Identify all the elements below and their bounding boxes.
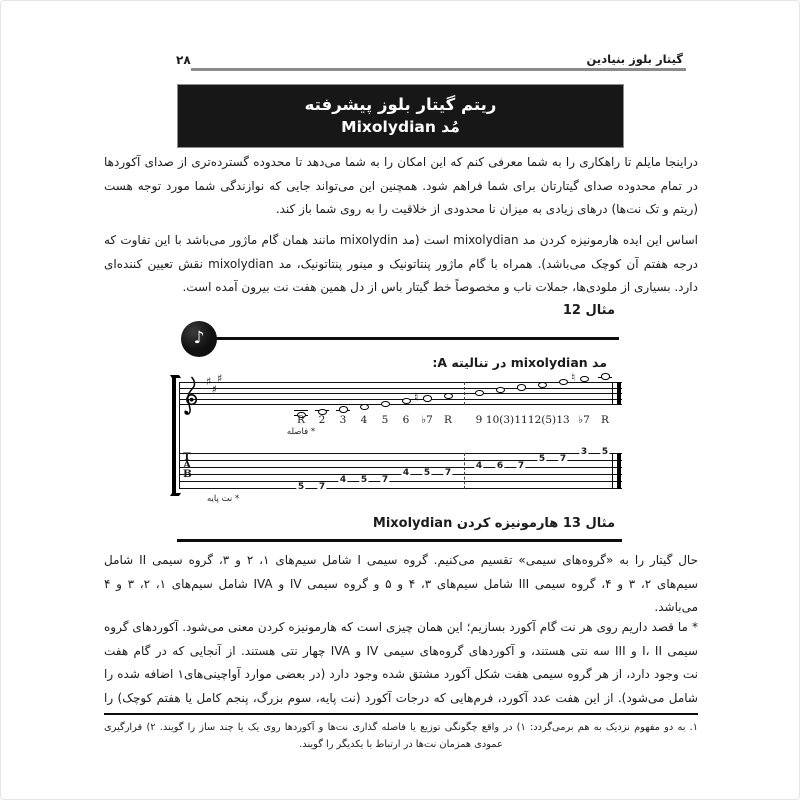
tab-fret-number: 3 <box>580 447 588 457</box>
interval-label: 5 <box>381 414 389 426</box>
example-12-heading: مثال 12 <box>562 303 615 318</box>
whole-note <box>538 382 547 388</box>
text-line: سیمی I، II و III سه نتی هستند، و آکوردهای گروه‌های سیمی IV و IVA چهار نتی هستند. از آنجایی که در گام هفت <box>104 643 698 658</box>
intro-paragraph-2 <box>104 229 698 300</box>
interval-label: 6 <box>402 414 410 426</box>
whole-note <box>475 390 484 396</box>
text-line: دارد. بسیاری از ملودی‌ها، جملات ناب و مخصوصاً خط گیتار باس از دل همین هفت نت بیرون آمده است. <box>182 280 698 294</box>
system-bracket <box>172 378 176 493</box>
tab-fret-number: 4 <box>475 461 483 471</box>
whole-note <box>444 393 453 399</box>
staff-line <box>179 404 622 405</box>
final-thick-barline <box>617 453 621 489</box>
staff-line <box>179 388 622 389</box>
whole-note <box>496 387 505 393</box>
music-note-icon: ♪ <box>193 327 205 348</box>
example-12-rule <box>214 337 619 340</box>
tab-fret-number: 7 <box>381 475 389 485</box>
whole-note <box>339 406 348 412</box>
text-line: حال گیتار را به «گروه‌های سیمی» تقسیم می‌کنیم. گروه سیمی I شامل سیم‌های ۱، ۲ و ۳، گروه سیمی II شامل <box>104 553 698 567</box>
footnote-rule <box>104 713 698 715</box>
text-line: ۱. به دو مفهوم نزدیک به هم برمی‌گردد: ۱) در واقع چگونگی توزیع یا فاصله گذاری نت‌ها و آکوردها روی یک یا چند ساز را گویند. ۲) قرارگیری <box>104 722 698 733</box>
tab-fret-number: 4 <box>339 475 347 485</box>
audio-disc-icon <box>181 321 217 357</box>
whole-note <box>517 384 526 390</box>
music-system <box>179 370 622 515</box>
chapter-title-line2: مُد Mixolydian <box>341 118 460 137</box>
interval-footnote: * فاصله <box>286 427 316 437</box>
example-12-caption: مد mixolydian در تنالیته A: <box>432 355 607 370</box>
text-line: عمودی همزمان نت‌ها در ارتباط با یکدیگر را گویند. <box>299 738 503 750</box>
staff-line <box>179 382 622 383</box>
interval-label: 13 <box>556 414 570 426</box>
text-line: شامل می‌شود). از این هفت عدد آکورد، فرم‌هایی که درجات آکورد (نت پایه، سوم بزرگ، پنجم کامل یا هفتم کوچک) را <box>104 690 698 705</box>
interval-label: 3 <box>339 414 347 426</box>
tab-fret-number: 7 <box>517 461 525 471</box>
chapter-title-line1: ریتم گیتار بلوز پیشرفته <box>304 95 497 115</box>
tab-clef-letter: A <box>183 459 192 472</box>
sharp-sign: ♯ <box>206 375 212 388</box>
final-thin-barline <box>612 453 613 489</box>
interval-label: ♭7 <box>421 414 433 426</box>
text-line: (ریتم و تک نت‌ها) درهای زیادی به میزان نا محدودی از خلاقیت را به روی شما باز کند. <box>275 202 698 216</box>
tab-fret-number: 5 <box>423 468 431 478</box>
dashed-barline <box>464 382 465 405</box>
text-line: درجه هفتم آن کوچک می‌باشد). همراه با گام ماژور پنتاتونیک و مینور پنتاتونیک، مد mixolydian نقش تعیین کننده‌ای <box>104 256 698 271</box>
tab-fret-number: 5 <box>601 447 609 457</box>
staff-line <box>179 393 622 394</box>
interval-label: 2 <box>318 414 326 426</box>
footnote-text <box>104 720 698 753</box>
header-rule <box>191 68 686 71</box>
whole-note <box>423 395 432 401</box>
ledger-line <box>294 410 308 411</box>
interval-label: 12(5) <box>527 414 557 426</box>
final-thin-barline <box>612 382 613 405</box>
tab-line <box>179 488 622 489</box>
natural-sign: ♮ <box>414 389 419 404</box>
whole-note <box>360 404 369 410</box>
tab-clef-letter: B <box>183 467 192 480</box>
tab-line <box>179 460 622 461</box>
interval-label: 9 <box>475 414 483 426</box>
book-title: گیتار بلوز بنیادین <box>586 52 683 66</box>
tab-fret-number: 5 <box>360 475 368 485</box>
text-line: می‌باشد. <box>654 600 698 614</box>
whole-note <box>402 398 411 404</box>
dashed-barline <box>464 453 465 489</box>
interval-label: R <box>444 414 452 426</box>
page-number: ۲۸ <box>176 53 191 67</box>
whole-note <box>381 401 390 407</box>
tab-fret-number: 6 <box>496 461 504 471</box>
tab-clef-letter: T <box>183 450 191 463</box>
staff-line <box>179 399 622 400</box>
root-note-footnote: * نت پایه <box>207 494 240 504</box>
tab-fret-number: 5 <box>538 454 546 464</box>
tab-fret-number: 7 <box>318 482 326 492</box>
tab-fret-number: 5 <box>297 482 305 492</box>
text-line: سیم‌های ۲، ۳ و ۴، گروه سیمی III شامل سیم‌های ۳، ۴ و ۵ و گروه سیمی IV و IVA شامل سیم‌های ۱، ۲، ۳ و ۴ <box>104 576 698 591</box>
tab-line <box>179 481 622 482</box>
whole-note <box>601 373 610 379</box>
interval-label: R <box>601 414 609 426</box>
body-paragraph-1 <box>104 549 698 620</box>
chapter-title-box <box>177 84 624 148</box>
text-line: * ما قصد داریم روی هر نت گام آکورد بسازیم؛ این همان چیزی است که هارمونیزه کردن معنی می‌شود. آکوردهای گروه <box>104 620 698 634</box>
tab-fret-number: 7 <box>444 468 452 478</box>
body-paragraph-2 <box>104 616 698 710</box>
text-line: نت وجود دارد، از هر گروه سیمی هفت شکل آکورد مشتق شده وجود دارد (در بعضی موارد آواچینی‌های۱ اضافه شده را <box>104 667 698 681</box>
sharp-sign: ♯ <box>217 372 223 385</box>
text-line: دراینجا مایلم تا راهکاری را به شما معرفی کنم که این امکان را به شما می‌دهد تا محدوده گسترده‌تری از صدای آکوردها <box>104 155 698 169</box>
final-thick-barline <box>617 382 621 405</box>
interval-label: 11 <box>514 414 528 426</box>
example-13-rule <box>177 539 622 542</box>
interval-label: R <box>297 414 305 426</box>
sharp-sign: ♯ <box>211 383 217 396</box>
example-13-heading: مثال 13 هارمونیزه کردن Mixolydian <box>372 516 615 531</box>
interval-label: 4 <box>360 414 368 426</box>
tab-fret-number: 4 <box>402 468 410 478</box>
text-line: در تمام محدوده صدای گیتارتان برای شما فراهم شود. همچنین این می‌تواند جایی که نوازندگی شما مورد توجه هست <box>104 178 698 193</box>
whole-note <box>559 379 568 385</box>
text-line: اساس این ایده هارمونیزه کردن مد mixolydian است (مد mixolydin مانند همان گام ماژور می‌باشد با این تفاوت که <box>104 233 698 247</box>
tab-line <box>179 453 622 454</box>
natural-sign: ♮ <box>571 370 576 385</box>
interval-label: ♭7 <box>578 414 590 426</box>
interval-label: 10(3) <box>485 414 515 426</box>
whole-note <box>580 376 589 382</box>
tab-fret-number: 7 <box>559 454 567 464</box>
intro-paragraph-1 <box>104 151 698 222</box>
